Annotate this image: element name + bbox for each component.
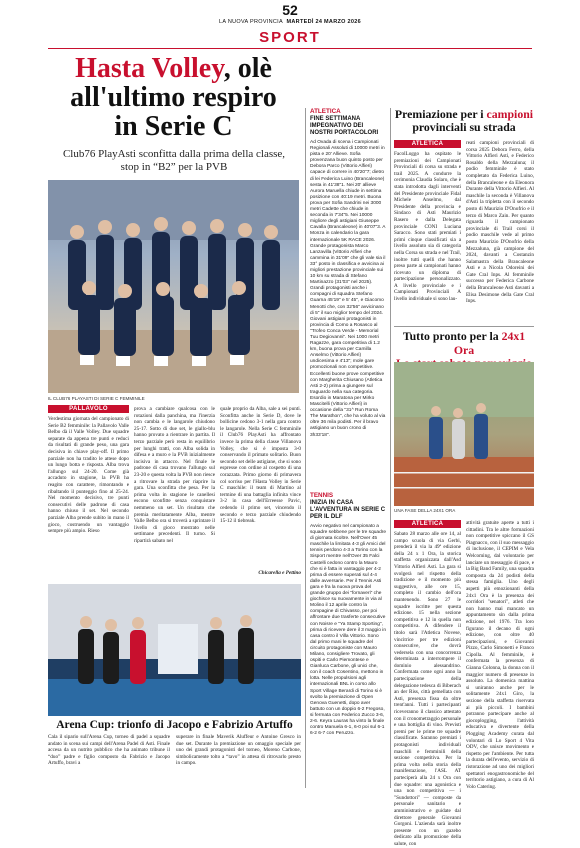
athletics-headline: FINE SETTIMANA IMPEGNATIVO DEI NOSTRI PORTACOLORI xyxy=(310,116,379,136)
main-headline xyxy=(46,54,301,141)
athletics-sidebar xyxy=(310,108,386,137)
column-divider-left xyxy=(305,108,306,788)
article-signature: Chicarella e Pettino xyxy=(258,570,301,576)
ora-col1: Sabato 28 marzo alle ore 14, al campo scuola di via Gerbi, prenderà il via la 49ª edizione della 24 x 1 Ora, la storica staffetta organizzata dall'Asd Vittorio Alfieri Asti. La gara si svolgerà nel rispetto della tradizione e il momento più suggestivo, alle ore 15, completo il cambio dell'ora mantenendo. Sono 27 le squadre iscritte per questa edizione. 15 nella sezione competitiva e 12 in quella non competitiva. A difendere il titolo sarà l'Atletica Novese, vincitrice per tre edizioni consecutive, che dovrà vedersela con una concorrenza determinata a interrompere il dominio alessandrino. Confermata come ogni anno la partecipazione della delegazione tedesca di Biberach an der Riss, città gemellata con Asti, presenza fissa da oltre trent'anni. Tutti i partecipanti riceveranno il classico attestato con il cronometraggio personale e una bottiglia di vino. Previsti premi per le prime tre squadre classificate. Saranno premiati i protagonisti individuali maschili e femminili della sezione competitiva. Per la prima volta nella storia della manifestazione, l'ASL AT parteciperà alla 24 x Ora con due squadre: una agonistica e una non competitiva — i "Sundottori" — composte da personale sanitario e amministrativo e guidate dal direttore generale Giovanni Gorgoni. L'azienda sarà inoltre presente con un gazebo dedicato alla promozione della salute, con xyxy=(394,531,461,847)
headline-line3: in Serie C xyxy=(114,111,233,142)
headline-ole: , olè xyxy=(223,53,272,84)
ora-headline-b: 24x1 Ora xyxy=(453,329,526,357)
premiazione-headline-a: Premiazione per i xyxy=(394,107,487,121)
premiazione-label: ATLETICA xyxy=(394,140,461,148)
page-number: 52 xyxy=(282,2,298,18)
ora-col2: attività gratuite aperte a tutti i cittadini. Tra le altre formazioni non competitive spiccano il GS Piagnacco, con il suo messaggio di inclusione, il CEPIM e Vela Welcoming, dal volontario per lanciare un messaggio di pace, e la Big Band Family, una squadra composta da 24 podisti della stessa famiglia. Uno degli aspetti più emozionanti della 24x1 Ora è la presenza dei corridori "senatori", atleti che non hanno mai mancato un appuntamento sin dalla prima edizione, nel 1976. Tra loro figurano il decano di ogni edizione, con oltre 40 partecipazioni, e Giovanni Pizzo, Carlo Simonetti e Franco Cipolla. Al femminile, è confermata la presenza di Gianna Colonna, la donna con il maggior numero di presenze in assoluto. La domenica mattina si uniranno anche per le solitamente 24x1 Giro, la sezione della staffetta riservata ai più piccoli. I bambini potranno partecipare anche al giocoplogging, l'attività educativa e divertente della Plogging Academy curata dal volontari di Lo Sport 4 Vita ODV, che unisce movimento e rispetto per l'ambiente. Per tutta la durata dell'evento, servizio di ristorazione ad uno dei migliori spettatori enogastronomiche del territorio astigiano, a cura di Al Volo Catering. xyxy=(466,520,534,790)
team-photo xyxy=(48,180,299,393)
ora-label: ATLETICA xyxy=(394,520,461,528)
paper-dateline xyxy=(0,19,580,25)
right-block-rule xyxy=(394,326,534,327)
main-subtitle: Club76 PlayAsti sconfitta dalla prima della classe, stop in “B2” per la PVB xyxy=(62,148,286,173)
main-col2: prova a cambiare qualcosa con le rotazioni dalla panchina, ma l'inerzia non cambia e le langarole chiudono 25-17. Sotto di due set, le giallo-blu hanno provato a rientrare in partita. Il terzo parziale però resta in equilibrio per lunghi tratti, con Alba solida in difesa e a muro e la PVB inizialmente incisiva in attacco. Nel finale le padrone di casa trovano l'allungo sul 23-20 e questa volta la PVB non riesce a ritrovare la strada per riaprire la gara. Una sconfitta che pesa. Per la prima volta in stagione le canellesi escono sconfitte senza conquistare nemmeno un set. Un risultato che premia meritatamente Alba, mentre Valle Belbo ora si troverà a sprintare il livello di gioco mostrato nelle settimane precedenti. Il turno. Si ripartirà sabato nel xyxy=(134,406,215,544)
arena-col2: superare in finale Maverik Aluffeur e Antoine Gresco in due set. Durante la premiazione un omaggio speciale per uno dei grandi protagonisti del torneo, Moreno Carbone, simbolicamente tolto a “tavo” in attesa di ritrovarlo presto in campo. xyxy=(176,734,301,767)
arena-headline: Arena Cup: trionfo di Jacopo e Fabrizio Artuffo xyxy=(56,719,293,731)
tennis-label: TENNIS xyxy=(310,492,334,499)
premiazione-col2: reati campioni provinciali di corsa 2025 Debora Ferro, della Vittorio Alfieri Asti, e Federico Rosaldo della Mezzaluna; il podio femminile è stato completato da Federica Luino, della Brancaleone e da Eleonora Durante della Vittorio Alfieri. Al maschile la seconda è Villanova d'Asti la tripletta con il secondo posto di Maurizio D'Onofrio e il terzo di Marco Zain. Per quanto riguarda il campionato provinciale di Trail corsi il podio maschile vede al primo posto Maurizio D'Onofrio della Mezzaluna, già campione del 2024, davanti a Costanzin Salamastra della Brancaleone Asti e a Nicola Odoreini dei Gate Cral Inps. Al femminile successo per Federica Carbone della Brancaleone Asti davanti a Elisa Desimone della Gate Cral Inps. xyxy=(466,140,534,305)
section-title: SPORT xyxy=(259,29,321,46)
team-photo-illustration xyxy=(48,180,299,393)
headline-line2: all'ultimo respiro xyxy=(70,82,277,113)
ora-photo-caption: UNA FASE DELLA 24X1 ORA xyxy=(394,508,456,513)
main-col3: quale proprio da Alba, sale a sei punti. Sconfitta anche in Serie D, dove le bollicine cedono 3-1 nella gara contro le langarole. Nella Serie C femminile il Club76 PlayAsti ha affrontato invece la prima della classe Villanova Volley, che si è imposta 3-0 conservando il primato solitario. Buon secondo set delle astigiane, che si sono espresse con ordine al cospetto di una corazzata. Primo giorno di primavera col sorriso per l'Hasta Volley in Serie C maschile: il team di Martino al termine di una battaglia infinita vince 3-2 in casa dell'Erreesse Pavic, cedendo il primo set, vincendo il secondo e terzo parziale chiudendo 15-12 il tiebreak. xyxy=(220,406,301,525)
paper-name: LA NUOVA PROVINCIA xyxy=(219,19,283,25)
column-divider-right xyxy=(390,108,391,788)
pallavolo-label: PALLAVOLO xyxy=(48,405,129,413)
ora-photo-illustration xyxy=(394,362,534,506)
issue-date: MARTEDÌ 24 MARZO 2026 xyxy=(286,19,361,25)
padel-photo-illustration xyxy=(48,584,301,716)
premiazione-headline-b: campioni xyxy=(486,107,534,121)
headline-team: Hasta Volley xyxy=(75,53,224,84)
header-rule xyxy=(48,48,532,49)
page-header xyxy=(0,0,580,50)
main-col1: Verdestima giornata del campionato di Serie B2 femminile: la Pallavolo Valle Belbo dà il Valle Volley. Due squadre separate da appena tre punti e reduci da risultati di grande peso, una gara decisiva in chiave play-off. Il primo parziale non ha tradito le attese dopo un lungo botta e risposta. Alba trova l'allungo sul 24-20. Come già accaduto in stagione, la PVB ha reagito con carattere, rimontando e ribaltando il punteggio fino al 25-24. Nel momento decisivo, tre punti consecutivi delle padrone di casa hanno chiuso il set. Nel secondo parziale Alba prende subito in mano il gioco, costruendo un vantaggio sempre più ampio. Rieso xyxy=(48,416,129,535)
arena-col1: Cala il sipario sull'Arena Cup, torneo di padel a squadre andato in scena sui campi dell'Arena Padel di Asti. Finale accesa da un nutrito pubblico che ha animato tribune il “duo” padre e figlio composto da Fabrizio e Jacopo Artuffo, bravi a xyxy=(48,734,170,767)
premiazione-col1: FacolLoggo ha ospitato le premiazioni dei Campionati Provinciali di corsa su strada e trail 2025. A condurre la cerimonia Claudia Solaro, che è stata introdotta dagli interventi del Presidente provinciale Fidal Michele Anselmo, dal Presidente della provincia e Sindaco di Asti Maurizio Rasero e dalla Delegata provinciale CONI Luciana Saracco. Sono stati premiati i primi cinque classificati sia a livello assoluto sia di categoria nella Corsa su strada e nel Trail, inoltre tutti quelli che hanno preso parte ai campionati hanno ricevuto un diploma di partecipazione personalizzato. A livello provinciale e i Campionati Provinciali A livello individuale si sono lau- xyxy=(394,151,461,303)
team-photo-caption: IL CLUB76 PLAYASTI DI SERIE C FEMMINILE xyxy=(48,396,145,401)
athletics-label: ATLETICA xyxy=(310,108,341,115)
premiazione-headline xyxy=(394,108,534,134)
ora-photo xyxy=(394,362,534,506)
tennis-body: Avvio negativo nel campionato a squadre sebbene per le tre squadre di giornata ricoltre. Nell'Over 45 maschile la limitata 4-3 gli Amici del tennis perdono 4-3 a Torino con la Sisport mentre nell'Over 35 Falci Castelli cedono contro la Mauro che si è fatta in vantaggio per 4-2 prima di essere superati sul 4-4 dalle avversarie. Per il Tennis Asti gara e fra la nuova prova del grande gruppo dei "fornaveri" che giochisce su nuovamente in via al Molino il 12 aprile contro la compagine di Chivasso, per poi affrontare due trasferte consecutive con Noisre e "Ya Stamp Sporting", prima di ricevere dere il 3 maggio in casa contro il Villa Vittorio. Sono dal primo mani le squadre del circuito protagoniste con Mauro Milano, consigliere Trovato, gli ospiti e Carlo Piemontese e Gianluca Carbone, gli unici che, con il coach Cosentino, mettono in lotta. Nelle propulsioni agli internazionali BNL in corso allo Sport Village Berardi di Torino si è svolto la premiazione di Open Genova Guenetti, dopo aver battuto con un doppio 6-2 Fregoso, si fermata con Federico Zucco 3-6, 2-6. Keyra Lauras ha vinto la finale contro Manuela 6-1, 6-0 poi sul 6-1 6-2 6-7 con Peruzzo. xyxy=(310,524,387,737)
padel-photo xyxy=(48,584,301,716)
tennis-block xyxy=(310,492,386,521)
tennis-headline: INIZIA IN CASA L'AVVENTURA IN SERIE C PER IL DLF xyxy=(310,500,386,520)
ora-headline-a: Tutto pronto per la xyxy=(402,329,502,343)
athletics-body: Ad Ovada di scena i Campionati Regionali Assoluti di 10000 metri in pista e 20' Allieve. Sofia provenzana buon quinto posto per Debora Parco (Vittorio Alfieri) capace di correre in 40'20"7; dietro di lei Federica Luino (Brancaleone) sesta in 41'38"1. Nei 20' allieve Aurora Maruella chiude in settima posizione con 40:19 metri. Buona prova per Sofia Sandrini nei 3000 metri Cadette che chiude in seconda in 7'34"5. Nei 10000 migliore degli astigiani Giuseppe Cavalla (Brancaleone) in 40'07"3. A Monza in calendario la gara internazionale 5K RACE 2026. Grande protagonista Marco Lanzavilla (Vittorio Alfieri che cammina in 31'09" che gli vale sia il 33° posto in classifica e avvicina ai migliori prestazione provinciale sui 10 km su strada di Stefano Martinazzo (31'03" nel 2025). Grandi protagonisti anche i compagni di squadra Stefano Guarna 45'19" e 5' 45", e Giacomo Menotti che, con 32'56" avvicinano di 5" il suo miglior tempo del 2024. Giovani astigiani protagonisti in provincia di Como a Rosasco al "Trofeo Conca Verde - Memorial Tuu Degiovanni". Nei 1000 metri Ragazze, gara competitiva di 1.2 km, buona prova per Camilla Anselmo (Vittorio Alfieri) undicesima e 4'13"; mole gare promozionali non competitive. Eccellenti buone prove competitive con Margherita Chiusano (Atletica Asti 2-2) prima a giungere sul traguardo nella sua categoria. Esordio in Maratona per Mirko Mascitelli (Vittorio Alfieri) in occasione della "31^ Run Roma The Marathon", che ha voluto al via oltre 36 mila podisti. Per il bravo astigiano un buon crono di 3h33'18". xyxy=(310,140,386,438)
premiazione-headline-line2: provinciali su strada xyxy=(412,120,516,134)
